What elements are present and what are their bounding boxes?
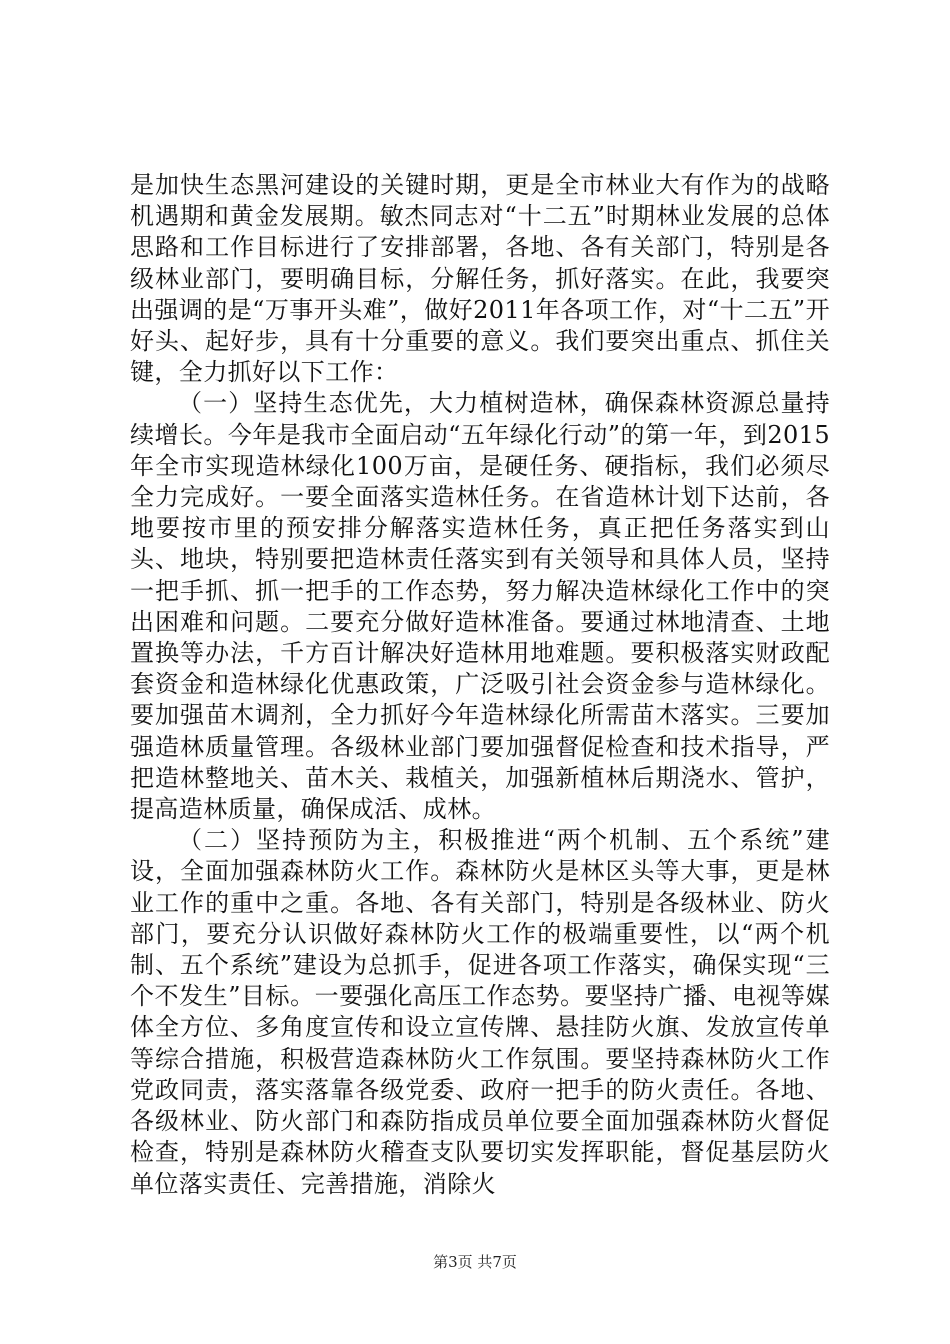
page-number: 第3页 共7页 [433, 1253, 517, 1271]
paragraph-section-1: （一）坚持生态优先，大力植树造林，确保森林资源总量持续增长。今年是我市全面启动“五年绿化行动”的第一年，到2015年全市实现造林绿化100万亩，是硬任务、硬指标，我们必须尽全力完成好。一要全面落实造林任务。在省造林计划下达前，各地要按市里的预安排分解落实造林任务，真正把任务落实到山头、地块，特别要把造林责任落实到有关领导和具体人员，坚持一把手抓、抓一把手的工作态势，努力解决造林绿化工作中的突出困难和问题。二要充分做好造林准备。要通过林地清查、土地置换等办法，千方百计解决好造林用地难题。要积极落实财政配套资金和造林绿化优惠政策，广泛吸引社会资金参与造林绿化。要加强苗木调剂，全力抓好今年造林绿化所需苗木落实。三要加强造林质量管理。各级林业部门要加强督促检查和技术指导，严把造林整地关、苗木关、栽植关，加强新植林后期浇水、管护，提高造林质量，确保成活、成林。 [130, 389, 830, 824]
paragraph-section-2: （二）坚持预防为主，积极推进“两个机制、五个系统”建设，全面加强森林防火工作。森林防火是林区头等大事，更是林业工作的重中之重。各地、各有关部门，特别是各级林业、防火部门，要充分认识做好森林防火工作的极端重要性，以“两个机制、五个系统”建设为总抓手，促进各项工作落实，确保实现“三个不发生”目标。一要强化高压工作态势。要坚持广播、电视等媒体全方位、多角度宣传和设立宣传牌、悬挂防火旗、发放宣传单等综合措施，积极营造森林防火工作氛围。要坚持森林防火工作党政同责，落实落靠各级党委、政府一把手的防火责任。各地、各级林业、防火部门和森防指成员单位要全面加强森林防火督促检查，特别是森林防火稽查支队要切实发挥职能，督促基层防火单位落实责任、完善措施，消除火 [130, 826, 830, 1198]
body-text [130, 170, 830, 1200]
paragraph-intro: 是加快生态黑河建设的关键时期，更是全市林业大有作为的战略机遇期和黄金发展期。敏杰同志对“十二五”时期林业发展的总体思路和工作目标进行了安排部署，各地、各有关部门，特别是各级林业部门，要明确目标，分解任务，抓好落实。在此，我要突出强调的是“万事开头难”，做好2011年各项工作，对“十二五”开好头、起好步，具有十分重要的意义。我们要突出重点、抓住关键，全力抓好以下工作： [130, 171, 830, 387]
page-footer [0, 1251, 950, 1272]
